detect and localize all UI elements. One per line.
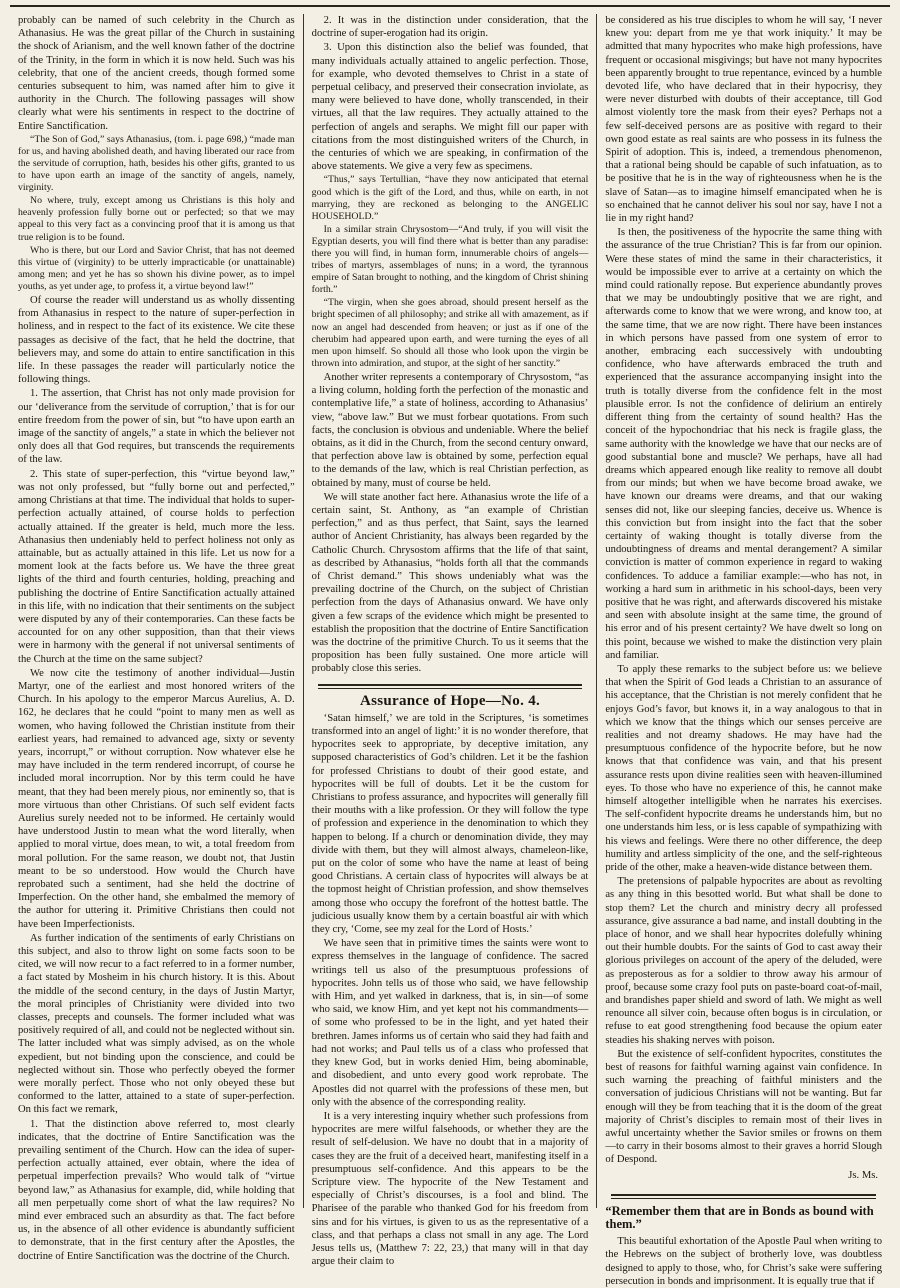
paragraph: But the existence of self-confident hypocrites, constitutes the best of reasons for faithful warning against vain confidence. In such warning the preaching of faithful ministers and the conversation of judicious Christians will not be wanting. But far enough will they be from teaching that it is the doom of the great majority of Christ’s disciples to remain most of their lives in awful uncertainty whether the Savior smiles or frowns on them—to carry in their bosoms almost to their graves a horrid Slough of Despond. [605,1048,883,1166]
quote-paragraph: In a similar strain Chrysostom—“And truly, if you will visit the Egyptian deserts, you will find there what is better than any paradise: there you will find, in human form, innumerable choirs of angels—tribes of martyrs, assemblages of nuns; in a word, the tyrannous empire of Satan brought to nothing, and the kingdom of Christ shining forth.” [311,223,589,296]
paragraph: We will state another fact here. Athanasius wrote the life of a certain saint, St. Anthony, as “an example of Christian perfection,” and as thus perfect, that Saint, says the learned author of Ancient Christianity, has always been regarded by the Catholic Church. Chrysostom affirms that the life of that saint, as described by Athanasius, “holds forth all that the commands of Christ demand.” This shows undeniably what was the prevailing doctrine of the Church, on the subject of Christian perfection from the days of Athanasius onward. We have only given a few scraps of the evidence which might be presented to establish the proposition that the doctrine of Entire Sanctification was the doctrine of the primitive Church. To us it seems that the proposition has been fully sustained. One more article will probably close this series. [311,491,589,675]
article-title: Assurance of Hope—No. 4. [359,692,541,709]
author-signature: Js. Ms. [848,1169,879,1181]
quote-paragraph: “The virgin, when she goes abroad, should present herself as the bright specimen of all philosophy; and strike all with amazement, as if now an angel had descended from heaven; or just as if one of the cherubim had appeared upon earth, and were turning the eyes of all men upon himself. So should all those who look upon the virgin be thrown into admiration, and stupor, at the sight of her sanctity.” [311,297,589,369]
paragraph: To apply these remarks to the subject before us: we believe that when the Spirit of God leads a Christian to an assurance of his acceptance, that the Christian is not merely confident that he enjoys God’s favor, but knows it, in a way analogous to that in which we know that the things which our senses perceive are realities and not dreamy shadows. He may have had the presumptuous confidence of the hypocrite before, but he now knows that that confidence was vain, and that his present assurance rests upon divine realities seen with heaven-illumined eyes. To those who have no experience of this, he cannot make himself altogether intelligible when he narrates his exercises. The self-confident hypocrite dreams he understands him, but no one understands him less, or is less capable of sympathizing with his views and feelings. Were there no other difference, the deep humility and artless simplicity of the one, and the self-righteous pride of the other, make a heaven-wide distance between them. [605,663,883,873]
paragraph: Another writer represents a contemporary of Chrysostom, “as a living column, holding forth the perfection of the monastic and contemplative life,” a state of holiness, according to Athanasius’ view, “above law.” But we must forbear quotations. From such facts, the conclusion is obvious and undeniable. Where the belief obtains, as it did in the Church, from the second century onward, that perfection above law is obtained by some, perfection equal to the demands of the law, which is real Christian perfection, as obtained by many, must of course be held. [311,371,589,489]
paragraph: We now cite the testimony of another individual—Justin Martyr, one of the earliest and most honored writers of the Church. In his apology to the emperor Marcus Aurelius, A. D. 162, he declares that he could “point to many men as well as women, who having followed the Christian institute from their earliest years, had remained to advanced age, sixty or seventy years, incorrupt,” or without corruption. Now whatever else he may have included in the term rendered incorrupt, of course he included moral incorruption. Nor by this term could he have meant, that they had been merely pious, nor eminently so, that is more virtuous than other Christians. Of such self evident facts Aurelius surely needed not to be informed. He certainly would have understood Justin to mean what the word literally, when applied to moral virtue, does mean, to wit, a total freedom from moral pollution. For the same reason, we doubt not, that Justin meant to be so understood. How would the Church have reprobated such a sentiment, had she held the doctrine of Imperfection. On the other hand, she embalmed the memory of the author for uttering it. Primitive Christians then could not have been Imperfectionists. [18,667,295,930]
paragraph: 1. That the distinction above referred to, most clearly indicates, that the doctrine of Entire Sanctification was the prevailing sentiment of the Church. How can the idea of super-perfection actually attained, ever obtain, where the idea of perpetual imperfection prevails? Who would talk of “virtue beyond law,” as Athanasius for example, did, while holding that all men perpetually come short of what the law requires? No mind ever embraced such an absurdity as that. The fact before us, in the absence of all other evidence is abundantly sufficient to demonstrate, that in the first century after the Apostles, the doctrine of Entire Sanctification was the doctrine of the Church. [18,1118,295,1262]
quote-paragraph: “Thus,” says Tertullian, “have they now anticipated that eternal good which is the gift of the Lord, and thus, while on earth, in not marrying, they are reckoned as belonging to the ANGELIC HOUSEHOLD.” [311,174,589,222]
paragraph: It is a very interesting inquiry whether such professions from hypocrites are mere wilful falsehoods, or whether they are the result of self-delusion. We have no doubt that in a majority of cases they are the fruit of a deceived heart, manifesting itself in a presumptuous self-confidence. And this appears to be the Scripture view. The hypocrite of the New Testament and especially of Christ’s discourses, is a fool and blind. The Pharisee of the parable who thanked God for his freedom from sins and for his virtues, is given to us as the representative of a class, and that perhaps a class not small in any age. The Lord Jesus tells us, (Matthew 7: 22, 23,) that many will in that day argue their claim to [311,1110,589,1268]
quote-paragraph: Who is there, but our Lord and Savior Christ, that has not deemed this virtue of (virginity) to be utterly impracticable (or unattainable) among men; and yet he has so shown his divine power, as to impel youths, as yet under age, to profess it, a virtue beyond law!” [18,244,295,292]
paragraph: This beautiful exhortation of the Apostle Paul when writing to the Hebrews on the subject of brotherly love, was doubtless designed to apply to those, who, for Christ’s sake were suffering persecution in bonds and imprisonment. It is equally true that if [605,1236,883,1287]
paragraph: ‘Satan himself,’ we are told in the Scriptures, ‘is sometimes transformed into an angel of light:’ it is no wonder therefore, that hypocrites seek to appropriate, by deceptive imitation, any supposed characteristics of God’s children. Let it be the fashion for professed Christians to doubt of their good estate, and hypocrites will be full of doubts. Let it be the custom for Christians to profess assurance, and hypocrites will generally fill their mouths with a like profession. Or they will follow the type of profession and experience in the denomination to which they happen to belong. If a church or denomination divide, they may divide with them, but they will almost always, chameleon-like, put on the color of some who have the name at least of being good Christians. A certain class of hypocrites will always be at the topmost height of Christian profession, and show themselves among those who occupy the forefront of the hottest battle. The judicious usually know them by a certain boastful air with which they cry, ‘Come, see my zeal for the Lord of Hosts.’ [311,712,589,936]
paragraph: 3. Upon this distinction also the belief was founded, that many individuals actually attained to angelic perfection. Those, for example, who devoted themselves to Christ in a state of perpetual celibacy, and preserved their consecration inviolate, as many were believed to have done, wholly transcended, in their virtues, all that the law requires. They actually attained to the perfection of angels and seraphs. We might fill our paper with citations from the most distinguished writers of the Church, in the centuries of which we are speaking, in confirmation of the above statements. We give a very few as specimens. [311,42,589,173]
column-2 [303,14,597,1268]
article-separator [605,1194,882,1199]
paragraph: 2. This state of super-perfection, this “virtue beyond law,” was not only professed, but “fully borne out and perfected,” among Christians at that time. The individual that holds to super-perfection actually attained, of course holds to perfection actually attained. If the greater is held, much more the less. Athanasius then undeniably held to perfect holiness not only as attainable, but as actually attained in this life. Let us now for a moment look at the facts before us. We have the three great lights of the third and fourth centuries, holding, preaching and publishing the doctrine of Entire Sanctification actually attained in this life, with no indication that their sentiments on the subject were disputed by any of their contemporaries. Can these facts be accounted for on any other supposition, than that their views were in harmony with the general if not universal sentiments of the Church at the time on the same subject? [18,468,295,665]
paragraph: Of course the reader will understand us as wholly dissenting from Athanasius in respect to the nature of super-perfection in holiness, and in respect to the fact of its existence. We cite these passages as decisive of the fact, that he held the doctrine, that believers may, and some do attain to entire sanctification in this life. In these passages the reader will particularly notice the following things. [18,295,295,386]
paragraph: 1. The assertion, that Christ has not only made provision for our ‘deliverance from the servitude of corruption,’ that is for our entire freedom from the power of sin, but “to have upon earth an image of the sanctity of angels,” a state in which the believer not only does all that God requires, but transcends the requirements of the law. [18,388,295,466]
column-3 [596,14,890,1287]
article-title: “Remember them that are in Bonds as bound with them.” [605,1203,874,1232]
article-heading [312,684,589,708]
paragraph: be considered as his true disciples to whom he will say, ‘I never knew you: depart from me ye that work iniquity.’ It may be admitted that many hypocrites who make high professions, have frequent or occasional misgivings; but have not many hypocrites been apparently brought to true repentance, evinced by a humble devoted life, who have declared that in their hypocrisy, they were never disturbed with doubts of their acceptance, till God almost violently tore the mask from their eyes? Perhaps not a few self-deceived persons are as positive with regard to their own good estate as real saints are who possess in its fulness the Spirit of adoption. This is, indeed, a tremendous phenomenon, that a rational being should be capable of such infatuation, as to be positive that he is in the way of righteousness when he is the slave of Satan—as to imagine himself emancipated when he is so enchained that he cannot deliver his soul nor say, have I not a lie in my right hand? [605,15,883,225]
top-rule [10,5,890,7]
quote-paragraph: “The Son of God,” says Athanasius, (tom. i. page 698,) “made man for us, and having abolished death, and having liberated our race from the servitude of corruption, hath, besides his other gifts, granted to us to have upon earth an image of the sanctity of angels, namely, virginity. [18,133,295,194]
quote-paragraph: No where, truly, except among us Christians is this holy and heavenly profession fully borne out or perfected; so that we may appeal to this very fact as a convincing proof that it is among us that true religion is to be found. [18,195,295,243]
columns [10,14,890,1287]
paragraph: Is then, the positiveness of the hypocrite the same thing with the assurance of the true Christian? This is far from our opinion. Were these states of mind the same in their characteristics, it would be impossible ever to arrive at a certainty on which the mind could rationally repose. But experience abundantly proves that we may be undoubtingly positive that we are right, and afterwards come to know that we were wrong, and know too, at the same time, that we are now right. There have been instances in which persons have passed from one system of error to another, embracing each successively with undoubting confidence, who have afterwards embraced the truth and experienced that the assurance accompanying insight into the truth is totally diverse from the confidence felt in the most plausible error. Is not the confidence of delirium an entirely different thing from the certainty of sound health? Has the conceit of the hypochondriac that his neck is fragile glass, the same authority with the knowledge we have that our necks are of good substantial bone and muscle? We perhaps, have all had dreams which appeared enough like reality to remove all doubt from our minds; but when we have become broad awake, we have known our dreams were dreams, and that our waking senses did not, like our sleeping fancies, deceive us. Whence is this conviction but from insight into the fact that the sober certainty of waking thought is totally diverse from the undoubtingness of dreams and mental derangement? A similar conviction is matter of common experience in regard to waking confidences. To adduce a familiar example:—who has not, in working a hard sum in arithmetic in his school-days, been very positive that he was right, and afterwards discovered his mistake and seen with absolute insight at the same time, the ground of his error and of his present certainty? We have dwelt so long on this point, because we wished to make the distinction very plain and familiar. [605,227,883,661]
paragraph: probably can be named of such celebrity in the Church as Athanasius. He was the great pillar of the Church in sustaining the shock of Arianism, and the well known father of the doctrine of the Trinity, in the form in which it is now held. Such was his celebrity, that one of the ancient creeds, though formed some centuries subsequent to him, was named after him to give it authority in the Church. The following passages will show clearly what were his sentiments in respect to the doctrine of Entire Sanctification. [18,15,295,132]
column-1 [10,14,303,1262]
paragraph: We have seen that in primitive times the saints were wont to express themselves in the language of confidence. The sacred writings tell us also of the presumptuous professions of hypocrites. John tells us of those who said, we have fellowship with Him, and yet walked in darkness, that is, in sin—of some who said, we know Him, and yet kept not his commandments—of some who professed to be in the light, and yet hated their brethren. James informs us of certain who said they had faith and had not works; and Paul tells us of a class who professed that they knew God, but in works denied Him, being abominable, and disobedient, and unto every good work reprobate. The Apostles did not quarrel with the professions of these men, but only with the absence of the corresponding reality. [311,938,589,1108]
paragraph: As further indication of the sentiments of early Christians on this subject, and also to throw light on some facts soon to be cited, we will now recur to a fact referred to in a former number, a fact stated by Mosheim in his church history. It is this. About the middle of the second century, in the days of Justin Martyr, the moral principles of Christianity were divided into two classes, precepts and counsels. The former included what was positively required of all, and could not be neglected without sin. The latter included what was simply advised, as on the whole expedient, but not binding upon the conscience, and could be neglected without sin. Those who perfectly obeyed the former were morally perfect. Those who not only obeyed these but conformed to the latter, attained to a state of super-perfection. On this fact we remark, [18,932,295,1116]
paragraph: 2. It was in the distinction under consideration, that the doctrine of super-erogation had its origin. [311,15,589,40]
heading-rule [318,684,583,689]
paragraph: The pretensions of palpable hypocrites are about as revolting as any thing in this besotted world. But what shall be done to stop them? Let the church and ministry decry all professed assurance, give assurance a bad name, and install doubting in the place of honor, and we shall hear hypocrites dolefully whining out their humble doubts. For the saints of God to cast away their glorious privileges on account of the apery of the deluded, were as preposterous as for a soldier to throw away his armour of proof, because some crazy fool puts on paste-board coat-of-mail, and brandishes paper shield and sword of lath. We might as well renounce all silver coin, because often bogus is in circulation, or refuse to eat good strengthening food because the opium eater steadies his shaking nerves with poison. [605,876,883,1046]
heading-rule [611,1194,876,1199]
